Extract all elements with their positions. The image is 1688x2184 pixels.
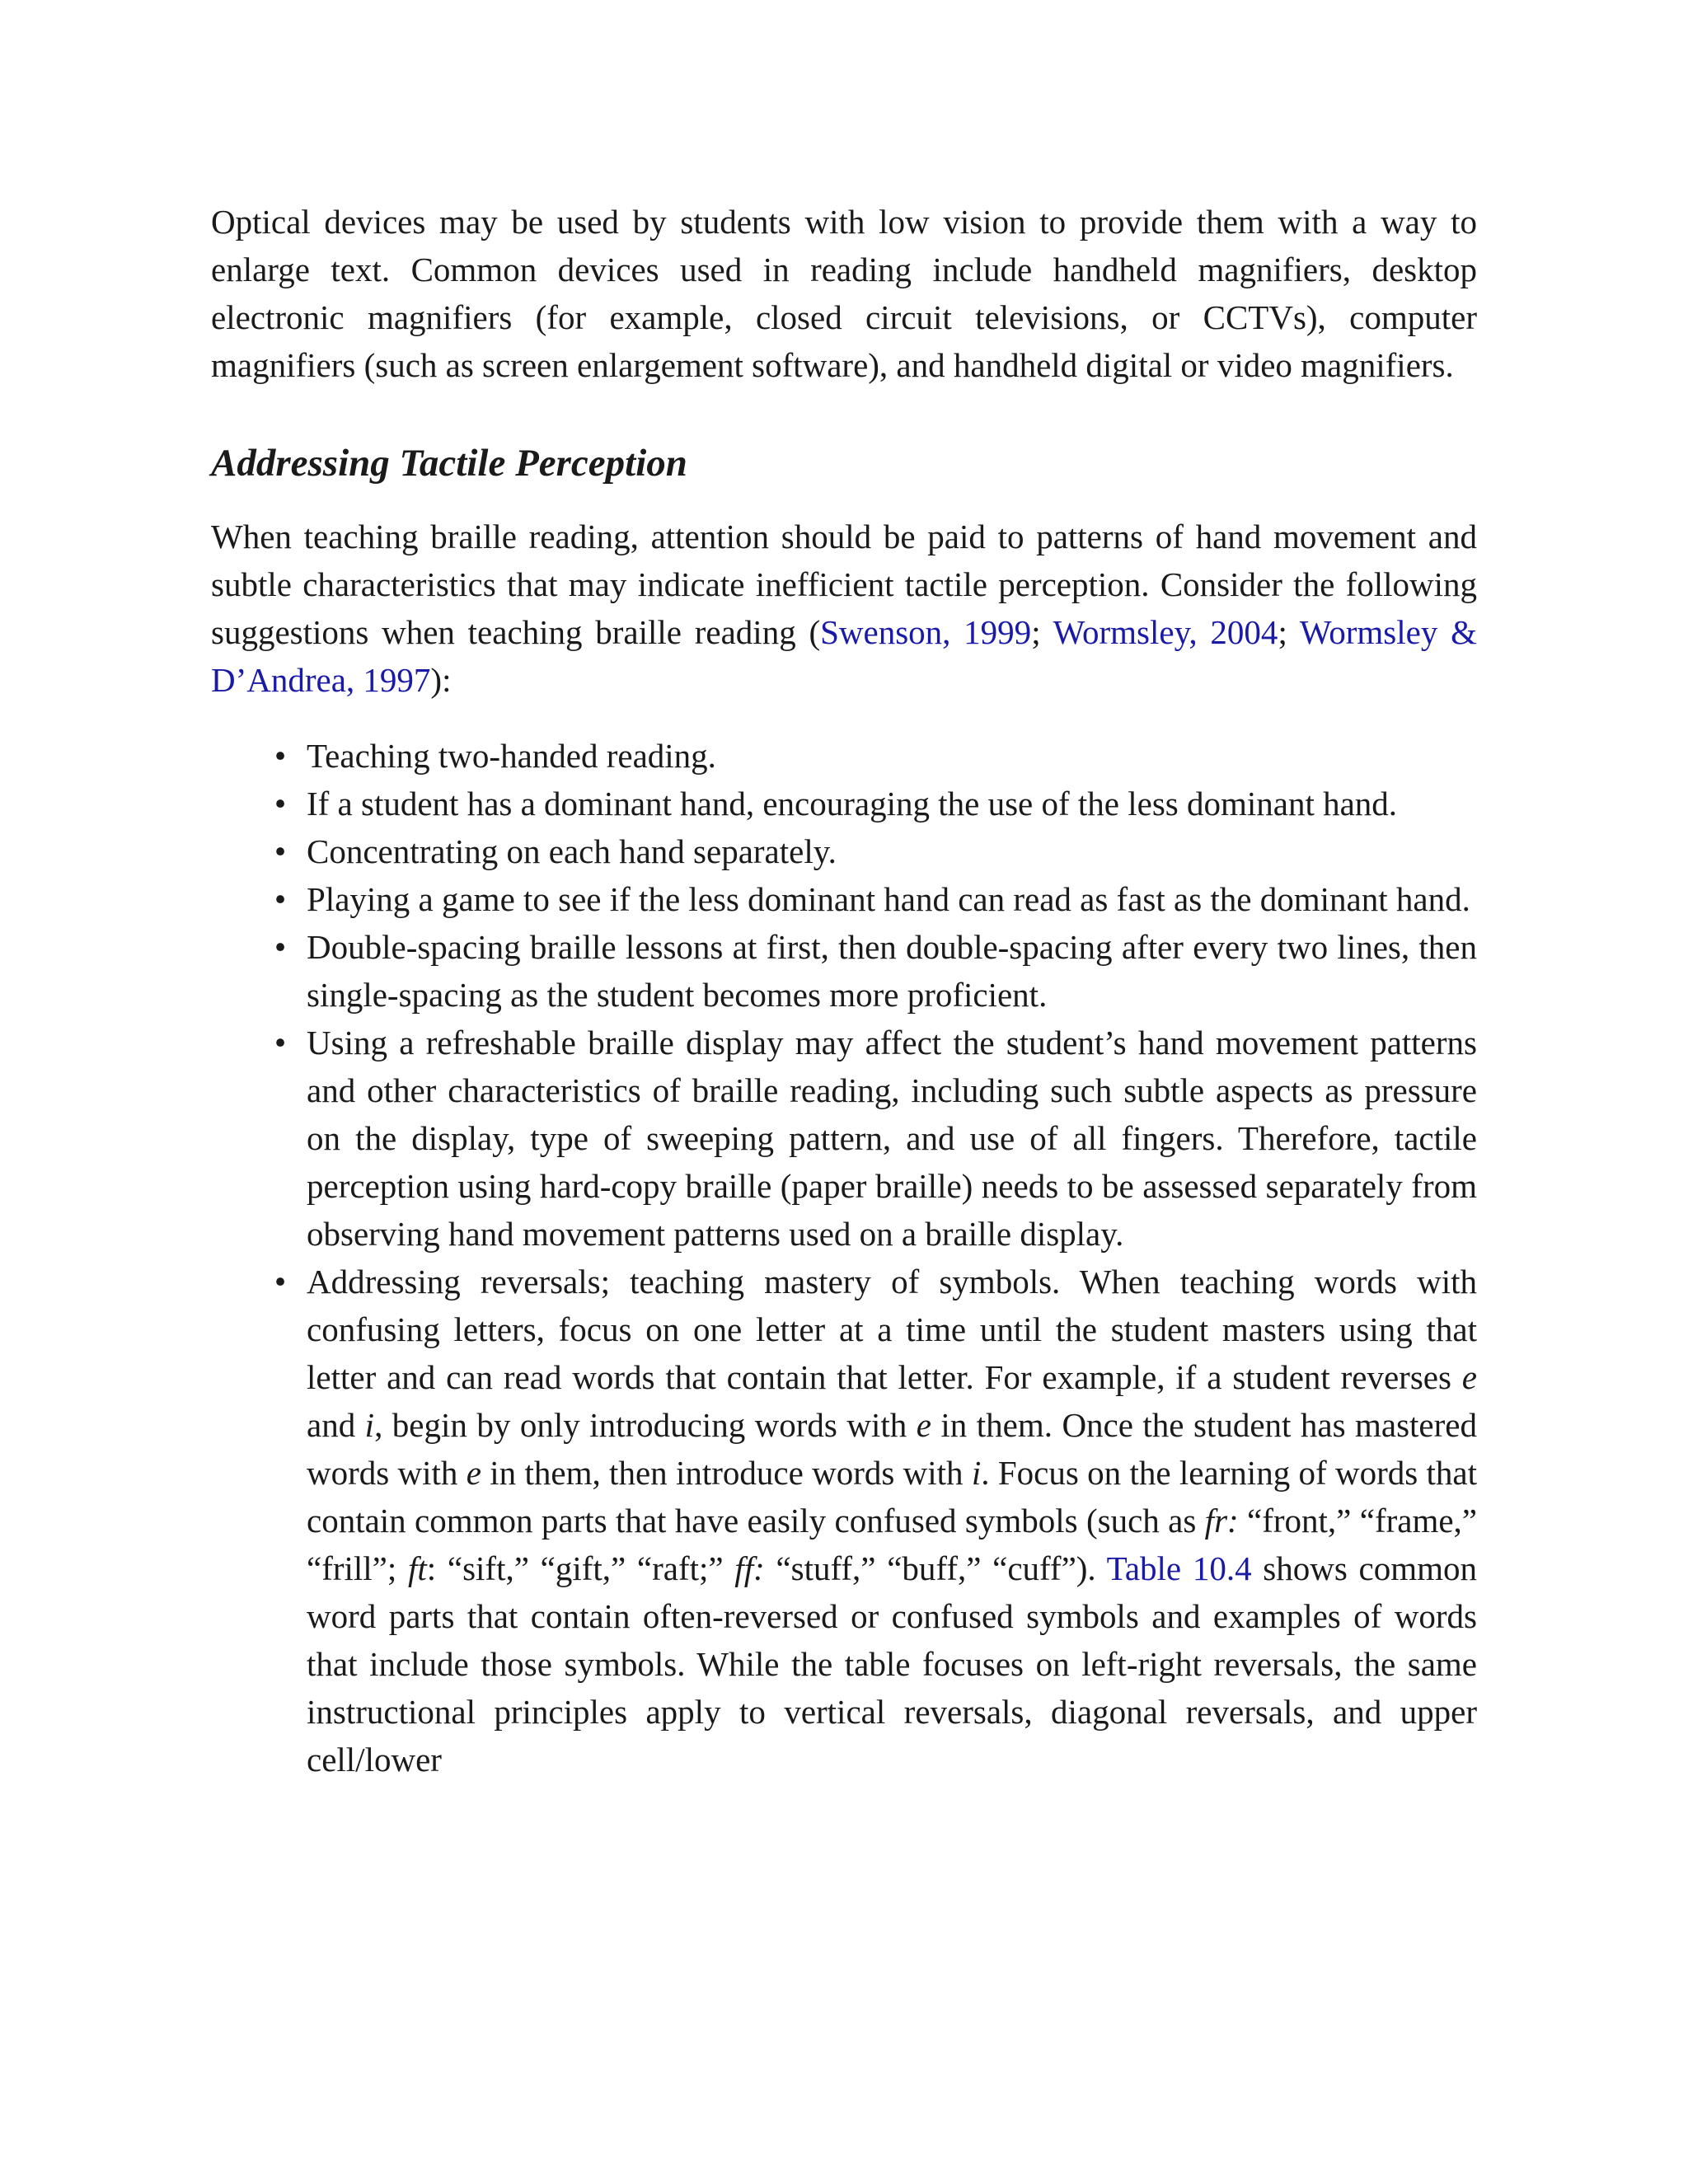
citation-separator: ; [1031, 613, 1053, 651]
list-item [274, 827, 1477, 875]
reversals-text-7: : “sift,” “gift,” “raft;” [426, 1549, 735, 1587]
reversals-text-1: Addressing reversals; teaching mastery of symbols. When teaching words with confusing letters, focus on one letter at a time until the student masters using that letter and can read words that contain that letter. For example, if a student reverses [307, 1263, 1477, 1396]
citation-wormsley-dandrea-1997[interactable]: Wormsley & D’Andrea, 1997 [211, 613, 1477, 699]
bullet-icon: • [274, 880, 287, 918]
list-item-text: Using a refreshable braille display may affect the student’s hand movement patterns and other characteristics of braille reading, including such subtle aspects as pressure on the display, type of sweeping pattern, and use of all fingers. Therefore, tactile perception using hard-copy braille (paper braille) needs to be assessed separately from observing hand movement patterns used on a braille display. [307, 1024, 1477, 1253]
letter-i: i [364, 1406, 375, 1444]
letter-e: e [916, 1406, 931, 1444]
bullet-icon: • [274, 737, 287, 775]
reversals-text-3: in them. Once the student has mastered words with [307, 1406, 1477, 1492]
list-item [274, 923, 1477, 1019]
list-item-reversals [274, 1258, 1478, 1783]
table-10-4-link[interactable]: Table 10.4 [1106, 1549, 1252, 1587]
bullet-icon: • [274, 785, 287, 823]
list-item [274, 780, 1477, 827]
reversals-text-2: , begin by only introducing words with [374, 1406, 917, 1444]
word-part-ff: ff: [734, 1549, 765, 1587]
lead-text: When teaching braille reading, attention should be paid to patterns of hand movement and subtle characteristics that may indicate inefficient tactile perception. Consider the following suggestions when teaching braille reading ( [211, 518, 1477, 651]
lead-close: ): [430, 661, 452, 699]
citation-wormsley-2004[interactable]: Wormsley, 2004 [1053, 613, 1278, 651]
letter-e: e [1461, 1358, 1477, 1396]
word-part-ft: ft [407, 1549, 427, 1587]
suggestion-list [211, 732, 1477, 1783]
list-item [274, 1019, 1477, 1258]
citation-swenson-1999[interactable]: Swenson, 1999 [820, 613, 1032, 651]
bullet-icon: • [274, 1263, 287, 1301]
list-item-text: Double-spacing braille lessons at first, then double-spacing after every two lines, then single-spacing as the student becomes more proficient. [307, 928, 1477, 1014]
reversals-text-5: . Focus on the learning of words that contain common parts that have easily confused symbols (such as [307, 1454, 1478, 1540]
list-item-text: Teaching two-handed reading. [307, 737, 716, 775]
list-item-text: Concentrating on each hand separately. [307, 832, 837, 870]
list-item [274, 732, 1477, 780]
section-heading: Addressing Tactile Perception [211, 442, 687, 485]
document-page [211, 198, 1477, 1783]
list-item [274, 875, 1477, 923]
letter-i: i [971, 1454, 982, 1492]
bullet-icon: • [274, 928, 287, 966]
bullet-icon: • [274, 832, 287, 870]
section-lead-paragraph [211, 513, 1477, 704]
letter-e: e [466, 1454, 481, 1492]
list-item-text: Playing a game to see if the less dominant hand can read as fast as the dominant hand. [307, 880, 1470, 918]
word-part-fr: fr: [1204, 1502, 1239, 1540]
intro-paragraph: Optical devices may be used by students with low vision to provide them with a way to enlarge text. Common devices used in reading include handheld magnifiers, desktop electronic magnifiers (for example, closed circuit televisions, or CCTVs), computer magnifiers (such as screen enlargement software), and handheld digital or video magnifiers. [211, 203, 1477, 384]
list-item-text: If a student has a dominant hand, encouraging the use of the less dominant hand. [307, 785, 1398, 823]
reversals-text-4: in them, then introduce words with [481, 1454, 972, 1492]
bullet-icon: • [274, 1024, 287, 1062]
reversals-and: and [307, 1406, 365, 1444]
reversals-text-6: “front,” “frame,” “frill”; [307, 1502, 1477, 1587]
reversals-text-8: “stuff,” “buff,” “cuff”). [764, 1549, 1107, 1587]
reversals-text-9: shows common word parts that contain often-reversed or confused symbols and examples of words that include those symbols. While the table focuses on left-right reversals, the same instructional principles apply to vertical reversals, diagonal reversals, and upper cell/lower [307, 1549, 1478, 1779]
citation-separator: ; [1278, 613, 1300, 651]
